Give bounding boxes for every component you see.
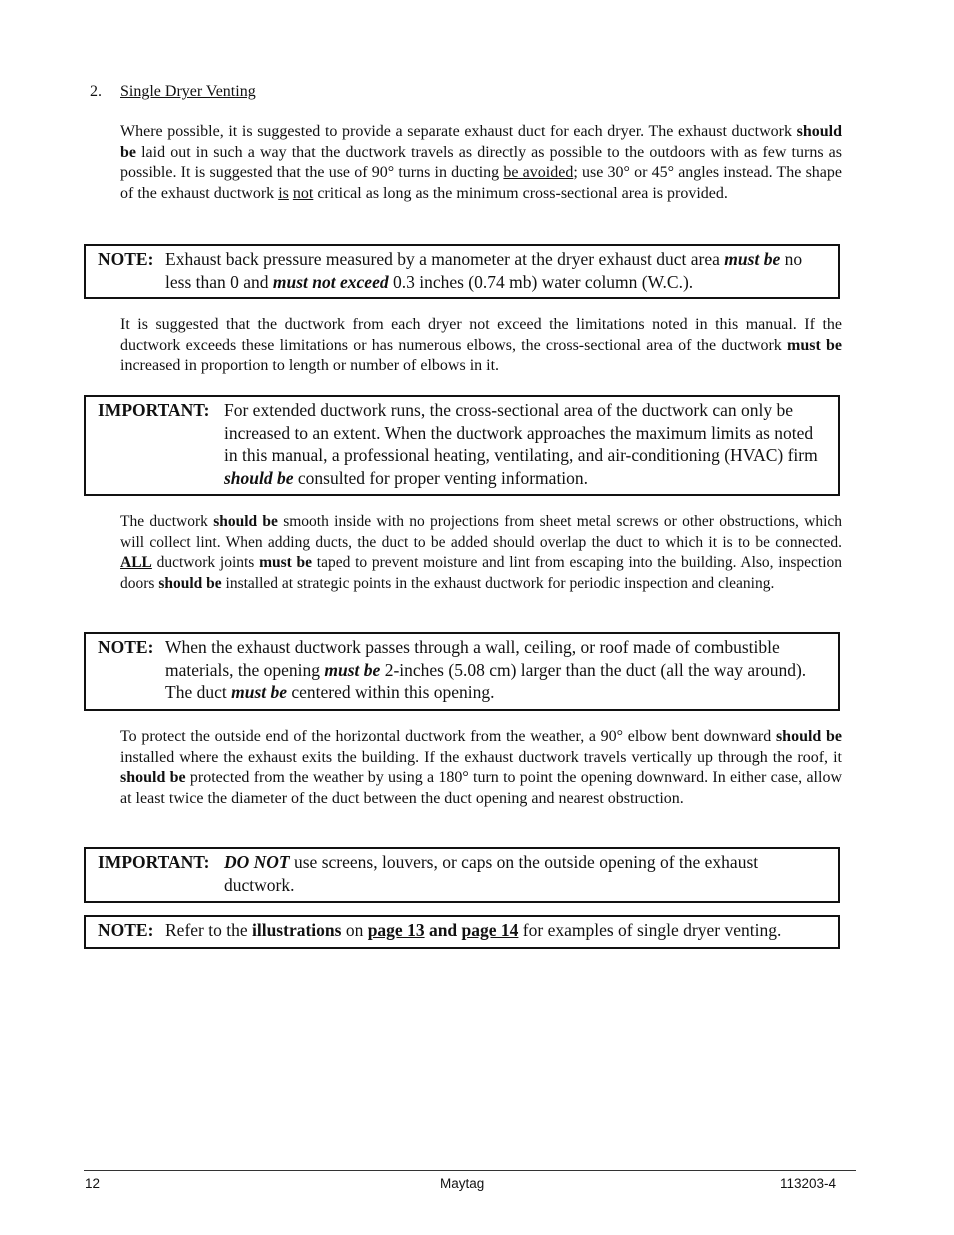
emphasis: should be [158, 574, 222, 592]
section-title: Single Dryer Venting [120, 83, 256, 100]
text: The duct [165, 682, 232, 702]
text: Exhaust back pressure measured by a manometer at the dryer exhaust duct area [165, 249, 725, 269]
important-box-extended-runs [84, 395, 840, 496]
paragraph-weather-protection [120, 727, 842, 809]
note-text [165, 636, 820, 704]
text-line: For extended ductwork runs, the cross-sectional area of the ductwork can only be [224, 400, 794, 420]
important-text [224, 399, 820, 489]
underlined-text: be avoided [503, 164, 574, 182]
emphasis: should be [120, 769, 186, 787]
note-text [165, 919, 820, 942]
emphasis: must be [324, 659, 381, 680]
text: centered within this opening. [287, 682, 495, 702]
text-line: ductwork. [224, 874, 295, 895]
section-number: 2. [90, 83, 102, 100]
note-label: NOTE: [98, 637, 154, 657]
text: on [341, 920, 368, 940]
document-number: 113203-4 [780, 1176, 837, 1191]
note-label: NOTE: [98, 920, 154, 940]
note-text [165, 248, 820, 293]
text: installed where the exhaust exits the building. If the exhaust ductwork travels vertically up through the roof, it [120, 748, 842, 766]
text: smooth inside with no projections from sheet metal screws or other obstructions, which will collect lint. When adding ducts, the duct to be added should overlap the duct to which it is to be connected. [120, 513, 843, 551]
text: To protect the outside end of the horizontal ductwork from the weather, a 90° elbow bent downward [120, 728, 776, 745]
text: use screens, louvers, or caps on the outside opening of the exhaust [289, 852, 759, 872]
text-line: increased to an extent. When the ductwork approaches the maximum limits as noted [224, 422, 814, 443]
text: less than 0 and [165, 271, 273, 292]
text: installed at strategic points in the exhaust ductwork for periodic inspection and cleaning. [221, 574, 775, 592]
emphasis: DO NOT [224, 852, 290, 872]
section-heading [90, 81, 256, 102]
important-label: IMPORTANT: [98, 852, 210, 872]
underlined-text: not [292, 184, 314, 202]
text: It is suggested that the ductwork from each dryer not exceed the limitations noted in this manual. If the ductwork exceeds these limitations or has numerous elbows, the cross-sectional area of the ductwork [120, 316, 842, 354]
text: no [780, 249, 803, 269]
emphasis: should be [213, 513, 278, 530]
emphasis: must not exceed [272, 271, 389, 292]
text: 2-inches (5.08 cm) larger than the duct (all the way around). [380, 659, 807, 680]
text: 0.3 inches (0.74 mb) water column (W.C.). [388, 271, 694, 292]
text-line: When the exhaust ductwork passes through a wall, ceiling, or roof made of combustible [165, 637, 780, 657]
important-label: IMPORTANT: [98, 400, 210, 420]
text: laid out in such a way that the ductwork travels as directly as possible to the outdoors with as few turns as possible. It is suggested that the use of 90° turns in ducting [120, 143, 842, 182]
note-box-back-pressure [84, 244, 840, 299]
text: critical as long as the minimum cross-sectional area is provided. [313, 184, 728, 202]
page-13-link[interactable]: page 13 [367, 920, 425, 940]
note-label: NOTE: [98, 249, 154, 269]
important-text [224, 851, 820, 896]
text: consulted for proper venting information. [293, 467, 589, 488]
emphasis: illustrations [251, 920, 342, 940]
page-14-link[interactable]: page 14 [461, 920, 519, 940]
text: ; use 30° or 45° angles instead. The shape of the exhaust ductwork [120, 164, 843, 202]
text: increased in proportion to length or number of elbows in it. [120, 357, 500, 375]
text: for examples of single dryer venting. [518, 920, 782, 940]
paragraph-smooth-ductwork [120, 512, 842, 594]
note-box-illustrations [84, 915, 840, 949]
footer-divider [84, 1170, 856, 1171]
footer-brand: Maytag [440, 1176, 485, 1191]
note-box-combustible [84, 632, 840, 711]
emphasis: must be [231, 682, 288, 702]
emphasis: and [424, 920, 462, 940]
emphasis: must be [259, 554, 313, 572]
emphasis: should be [775, 728, 842, 745]
underlined-text: is [278, 184, 289, 202]
emphasis: must be [787, 336, 843, 354]
page-number: 12 [85, 1176, 101, 1191]
text-line: in this manual, a professional heating, ventilating, and air-conditioning (HVAC) firm [224, 445, 818, 465]
paragraph-separate-ducts [120, 122, 842, 204]
emphasis: must be [724, 249, 781, 269]
text: materials, the opening [165, 659, 325, 680]
text: Refer to the [165, 920, 252, 940]
text: ductwork joints [151, 554, 260, 572]
emphasis: should be [224, 467, 294, 488]
text: protected from the weather by using a 180° turn to point the opening downward. In either case, allow at least twice the diameter of the duct between the duct opening and nearest obstruction. [120, 769, 842, 807]
emphasis: should be [120, 123, 842, 161]
important-box-do-not [84, 847, 840, 903]
paragraph-duct-limitations [120, 315, 842, 377]
text: Where possible, it is suggested to provide a separate exhaust duct for each dryer. The exhaust ductwork [120, 123, 797, 140]
emphasis: ALL [120, 554, 152, 572]
text: The ductwork [120, 513, 214, 530]
text: taped to prevent moisture and lint from escaping into the building. Also, inspection doors [120, 554, 842, 592]
